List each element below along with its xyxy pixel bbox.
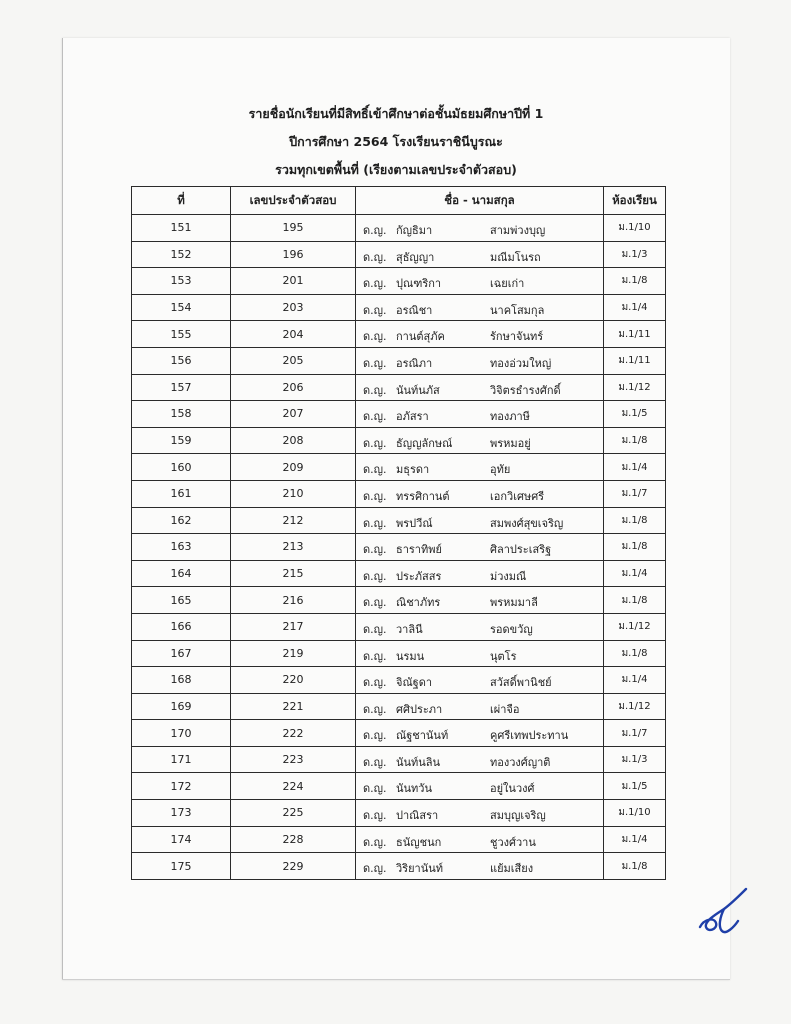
- last-name: พรหมมาลี: [490, 596, 538, 610]
- last-name: พรหมอยู่: [490, 436, 531, 450]
- classroom: ม.1/4: [604, 667, 666, 694]
- name-title: ด.ญ.: [363, 862, 387, 876]
- first-name: กัญธิมา: [396, 224, 433, 237]
- last-name: นุตโร: [490, 649, 517, 663]
- name-title: ด.ญ.: [363, 596, 387, 610]
- header-room: ห้องเรียน: [604, 187, 666, 215]
- classroom: ม.1/4: [604, 560, 666, 587]
- first-name: ธาราทิพย์: [396, 543, 442, 557]
- student-name: [356, 720, 604, 747]
- name-title: ด.ญ.: [363, 303, 387, 317]
- name-title: ด.ญ.: [363, 356, 387, 370]
- student-name: [356, 241, 604, 268]
- table-row: [132, 640, 666, 667]
- last-name: คูศรีเทพประทาน: [490, 729, 569, 743]
- student-name: [356, 427, 604, 454]
- student-name: [356, 268, 604, 295]
- row-number: 156: [132, 347, 231, 374]
- exam-id: 205: [231, 347, 356, 374]
- last-name: สามพ่วงบุญ: [490, 224, 546, 237]
- name-title: ด.ญ.: [363, 224, 387, 237]
- last-name: นาคโสมกุล: [490, 303, 545, 317]
- document-subtitle-scope: รวมทุกเขตพื้นที่ (เรียงตามเลขประจำตัวสอบ): [275, 162, 517, 177]
- classroom: ม.1/8: [604, 427, 666, 454]
- student-name: [356, 560, 604, 587]
- name-title: ด.ญ.: [363, 410, 387, 424]
- name-title: ด.ญ.: [363, 330, 387, 344]
- table-row: [132, 667, 666, 694]
- exam-id: 213: [231, 534, 356, 561]
- row-number: 161: [132, 480, 231, 507]
- table-row: [132, 507, 666, 534]
- page-edge-bottom: [62, 979, 730, 980]
- classroom: ม.1/8: [604, 534, 666, 561]
- last-name: รักษาจันทร์: [490, 330, 544, 344]
- student-name: [356, 667, 604, 694]
- last-name: อยู่ในวงศ์: [490, 782, 535, 796]
- first-name: ธัญญลักษณ์: [396, 436, 453, 450]
- student-name: [356, 826, 604, 853]
- name-title: ด.ญ.: [363, 702, 387, 716]
- row-number: 168: [132, 667, 231, 694]
- table-row: [132, 560, 666, 587]
- student-name: [356, 746, 604, 773]
- first-name: ศศิประภา: [396, 702, 443, 716]
- name-title: ด.ญ.: [363, 463, 387, 477]
- row-number: 151: [132, 215, 231, 242]
- table-row: [132, 427, 666, 454]
- classroom: ม.1/3: [604, 241, 666, 268]
- document-subtitle-year-school: ปีการศึกษา 2564 โรงเรียนราชินีบูรณะ: [289, 134, 503, 149]
- name-title: ด.ญ.: [363, 569, 387, 583]
- name-title: ด.ญ.: [363, 489, 387, 503]
- classroom: ม.1/4: [604, 294, 666, 321]
- document-page: [62, 38, 730, 980]
- last-name: ม่วงมณี: [490, 569, 527, 583]
- name-title: ด.ญ.: [363, 277, 387, 291]
- first-name: ธนัญชนก: [396, 835, 442, 849]
- classroom: ม.1/8: [604, 507, 666, 534]
- table-row: [132, 374, 666, 401]
- name-title: ด.ญ.: [363, 516, 387, 530]
- first-name: ณัฐชานันท์: [396, 729, 449, 743]
- table-row: [132, 480, 666, 507]
- last-name: ทองภาษี: [490, 410, 530, 424]
- last-name: แย้มเสียง: [490, 862, 534, 876]
- row-number: 153: [132, 268, 231, 295]
- name-title: ด.ญ.: [363, 782, 387, 796]
- first-name: ประภัสสร: [396, 569, 442, 583]
- row-number: 163: [132, 534, 231, 561]
- row-number: 157: [132, 374, 231, 401]
- student-roster-table: [131, 186, 666, 880]
- exam-id: 219: [231, 640, 356, 667]
- exam-id: 196: [231, 241, 356, 268]
- exam-id: 217: [231, 613, 356, 640]
- row-number: 164: [132, 560, 231, 587]
- row-number: 158: [132, 401, 231, 428]
- student-name: [356, 507, 604, 534]
- last-name: อุทัย: [490, 463, 511, 477]
- header-no: ที่: [132, 187, 231, 215]
- classroom: ม.1/8: [604, 268, 666, 295]
- table-header-row: [132, 187, 666, 215]
- table-row: [132, 534, 666, 561]
- exam-id: 222: [231, 720, 356, 747]
- exam-id: 221: [231, 693, 356, 720]
- exam-id: 207: [231, 401, 356, 428]
- student-name: [356, 321, 604, 348]
- exam-id: 220: [231, 667, 356, 694]
- header-name: ชื่อ - นามสกุล: [356, 187, 604, 215]
- table-row: [132, 800, 666, 827]
- exam-id: 210: [231, 480, 356, 507]
- student-name: [356, 800, 604, 827]
- row-number: 172: [132, 773, 231, 800]
- signature-mark: [694, 883, 754, 943]
- name-title: ด.ญ.: [363, 835, 387, 849]
- student-name: [356, 853, 604, 880]
- last-name: สมพงศ์สุขเจริญ: [490, 516, 564, 530]
- table-row: [132, 241, 666, 268]
- student-name: [356, 401, 604, 428]
- exam-id: 225: [231, 800, 356, 827]
- table-row: [132, 347, 666, 374]
- row-number: 169: [132, 693, 231, 720]
- row-number: 155: [132, 321, 231, 348]
- name-title: ด.ญ.: [363, 676, 387, 690]
- row-number: 175: [132, 853, 231, 880]
- last-name: เฉยเก่า: [490, 277, 525, 291]
- exam-id: 208: [231, 427, 356, 454]
- classroom: ม.1/10: [604, 800, 666, 827]
- first-name: อรณิชา: [396, 303, 433, 317]
- last-name: เอกวิเศษศรี: [490, 489, 545, 503]
- classroom: ม.1/7: [604, 480, 666, 507]
- student-name: [356, 640, 604, 667]
- name-title: ด.ญ.: [363, 622, 387, 636]
- classroom: ม.1/11: [604, 347, 666, 374]
- last-name: เผ่าจือ: [490, 702, 520, 716]
- student-name: [356, 587, 604, 614]
- name-title: ด.ญ.: [363, 543, 387, 557]
- exam-id: 223: [231, 746, 356, 773]
- last-name: มณีมโนรถ: [490, 250, 541, 264]
- exam-id: 224: [231, 773, 356, 800]
- exam-id: 216: [231, 587, 356, 614]
- student-name: [356, 534, 604, 561]
- first-name: นรมน: [396, 649, 425, 663]
- classroom: ม.1/8: [604, 587, 666, 614]
- first-name: จิณัฐดา: [396, 676, 433, 690]
- row-number: 154: [132, 294, 231, 321]
- row-number: 160: [132, 454, 231, 481]
- classroom: ม.1/4: [604, 826, 666, 853]
- first-name: กานต์สุภัค: [396, 330, 445, 344]
- student-name: [356, 454, 604, 481]
- exam-id: 209: [231, 454, 356, 481]
- table-row: [132, 401, 666, 428]
- table-row: [132, 720, 666, 747]
- row-number: 171: [132, 746, 231, 773]
- first-name: ทรรศิกานต์: [396, 489, 450, 503]
- exam-id: 203: [231, 294, 356, 321]
- classroom: ม.1/4: [604, 454, 666, 481]
- first-name: มธุรดา: [396, 463, 430, 477]
- exam-id: 201: [231, 268, 356, 295]
- name-title: ด.ญ.: [363, 649, 387, 663]
- classroom: ม.1/10: [604, 215, 666, 242]
- row-number: 170: [132, 720, 231, 747]
- table-row: [132, 693, 666, 720]
- table-body: [132, 215, 666, 880]
- table-row: [132, 773, 666, 800]
- last-name: สมบุญเจริญ: [490, 809, 546, 823]
- student-name: [356, 347, 604, 374]
- table-row: [132, 294, 666, 321]
- first-name: พรปวีณ์: [396, 516, 433, 530]
- last-name: ทองอ่วมใหญ่: [490, 356, 552, 370]
- table-row: [132, 746, 666, 773]
- classroom: ม.1/7: [604, 720, 666, 747]
- first-name: วาลินี: [396, 622, 423, 636]
- table-row: [132, 454, 666, 481]
- header-exam-id: เลขประจำตัวสอบ: [231, 187, 356, 215]
- first-name: นันท์นลิน: [396, 755, 441, 769]
- first-name: อรณิภา: [396, 356, 433, 370]
- classroom: ม.1/8: [604, 640, 666, 667]
- last-name: ศิลาประเสริฐ: [490, 543, 552, 557]
- exam-id: 212: [231, 507, 356, 534]
- table-row: [132, 613, 666, 640]
- row-number: 159: [132, 427, 231, 454]
- first-name: นันทวัน: [396, 782, 432, 796]
- student-name: [356, 480, 604, 507]
- first-name: อภัสรา: [396, 410, 429, 424]
- last-name: รอดขวัญ: [490, 622, 533, 636]
- row-number: 165: [132, 587, 231, 614]
- classroom: ม.1/11: [604, 321, 666, 348]
- document-header: [62, 100, 730, 184]
- first-name: ณิชาภัทร: [396, 596, 441, 610]
- classroom: ม.1/8: [604, 853, 666, 880]
- exam-id: 195: [231, 215, 356, 242]
- student-name: [356, 773, 604, 800]
- row-number: 173: [132, 800, 231, 827]
- last-name: สวัสดิ์พานิชย์: [490, 676, 552, 690]
- last-name: ชูวงศ์วาน: [490, 835, 536, 849]
- row-number: 174: [132, 826, 231, 853]
- student-name: [356, 374, 604, 401]
- first-name: นันท์นภัส: [396, 383, 440, 397]
- classroom: ม.1/12: [604, 374, 666, 401]
- first-name: สุธัญญา: [396, 250, 435, 264]
- name-title: ด.ญ.: [363, 250, 387, 264]
- classroom: ม.1/5: [604, 401, 666, 428]
- exam-id: 204: [231, 321, 356, 348]
- name-title: ด.ญ.: [363, 755, 387, 769]
- exam-id: 206: [231, 374, 356, 401]
- row-number: 167: [132, 640, 231, 667]
- student-name: [356, 215, 604, 242]
- classroom: ม.1/12: [604, 693, 666, 720]
- exam-id: 229: [231, 853, 356, 880]
- name-title: ด.ญ.: [363, 809, 387, 823]
- classroom: ม.1/12: [604, 613, 666, 640]
- last-name: วิจิตรธำรงศักดิ์: [490, 383, 561, 397]
- table-row: [132, 853, 666, 880]
- student-name: [356, 693, 604, 720]
- row-number: 166: [132, 613, 231, 640]
- table-row: [132, 321, 666, 348]
- name-title: ด.ญ.: [363, 729, 387, 743]
- table-row: [132, 587, 666, 614]
- table-row: [132, 215, 666, 242]
- row-number: 162: [132, 507, 231, 534]
- table-row: [132, 826, 666, 853]
- first-name: ปุณฑริกา: [396, 277, 442, 291]
- table-row: [132, 268, 666, 295]
- last-name: ทองวงศ์ญาติ: [490, 755, 551, 769]
- name-title: ด.ญ.: [363, 383, 387, 397]
- document-title: รายชื่อนักเรียนที่มีสิทธิ์เข้าศึกษาต่อชั้นมัธยมศึกษาปีที่ 1: [248, 106, 544, 121]
- first-name: ปาณิสรา: [396, 809, 439, 823]
- name-title: ด.ญ.: [363, 436, 387, 450]
- row-number: 152: [132, 241, 231, 268]
- classroom: ม.1/5: [604, 773, 666, 800]
- student-name: [356, 294, 604, 321]
- exam-id: 215: [231, 560, 356, 587]
- exam-id: 228: [231, 826, 356, 853]
- classroom: ม.1/3: [604, 746, 666, 773]
- student-name: [356, 613, 604, 640]
- first-name: วิริยานันท์: [396, 862, 443, 876]
